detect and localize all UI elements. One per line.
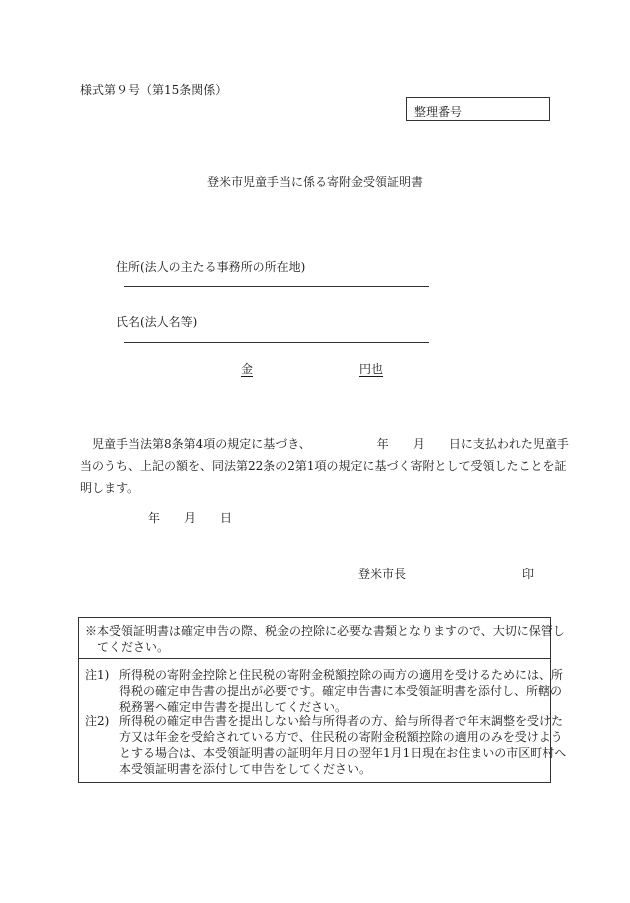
- statement-month: 月: [412, 437, 425, 451]
- notes-main-line-1: ※本受領証明書は確定申告の際、税金の控除に必要な書類となりますので、大切に保管し: [85, 624, 565, 638]
- amount-prefix: 金: [241, 362, 254, 376]
- statement-clause: 児童手当法第8条第4項の規定に基づき、: [92, 437, 311, 451]
- amount-field[interactable]: [241, 360, 383, 377]
- statement-year: 年: [376, 437, 389, 451]
- issue-date: [148, 509, 232, 526]
- note-1: [85, 667, 564, 715]
- statement-day-clause: 日に支払われた児童手: [448, 437, 569, 451]
- name-input-line[interactable]: [124, 342, 429, 343]
- address-label: 住所(法人の主たる事務所の所在地): [116, 260, 306, 274]
- reference-number-label: 整理番号: [414, 105, 463, 119]
- notes-box: [78, 617, 567, 783]
- certification-statement: [80, 433, 569, 499]
- issue-year: 年: [148, 511, 161, 525]
- issue-month: 月: [184, 511, 197, 525]
- reference-number-box: [406, 97, 550, 121]
- seal-mark: 印: [522, 567, 535, 581]
- note-1-line: 得税の確定申告書の提出が必要です。確定申告書に本受領証明書を添付し、所轄の: [119, 684, 563, 698]
- note-2-line: 本受領証明書を添付して申告をしてください。: [119, 762, 372, 776]
- note-2-line: 方又は年金を受給されている方で、住民税の寄附金税額控除の適用のみを受けよう: [119, 730, 563, 744]
- note-2-mark: 注2): [85, 714, 110, 728]
- amount-suffix: 円也: [359, 362, 384, 376]
- statement-line-3: 明します。: [80, 481, 140, 495]
- note-1-line: 所得税の寄附金控除と住民税の寄附金税額控除の両方の適用を受けるためには、所: [119, 668, 564, 682]
- note-2-line: 所得税の確定申告書を提出しない給与所得者の方、給与所得者で年末調整を受けた: [119, 714, 564, 728]
- note-2-line: とする場合は、本受領証明書の証明年月日の翌年1月1日現在お住まいの市区町村へ: [119, 746, 567, 760]
- issue-day: 日: [220, 511, 233, 525]
- document-title: 登米市児童手当に係る寄附金受領証明書: [206, 175, 423, 189]
- statement-line-1: [80, 433, 569, 455]
- address-input-line[interactable]: [124, 286, 429, 287]
- note-2: [85, 713, 567, 777]
- mayor-signature: 登米市長: [358, 567, 407, 581]
- notes-main-line-2: てください。: [97, 640, 170, 654]
- notes-main: [79, 618, 565, 659]
- statement-line-2: 当のうち、上記の額を、同法第22条の2第1項の規定に基づく寄附として受領したことを証: [80, 459, 567, 473]
- note-1-line: 税務署へ確定申告書を提出してください。: [119, 700, 348, 714]
- note-1-mark: 注1): [85, 668, 110, 682]
- name-label: 氏名(法人名等): [116, 315, 198, 329]
- form-number-label: 様式第９号（第15条関係）: [80, 83, 228, 97]
